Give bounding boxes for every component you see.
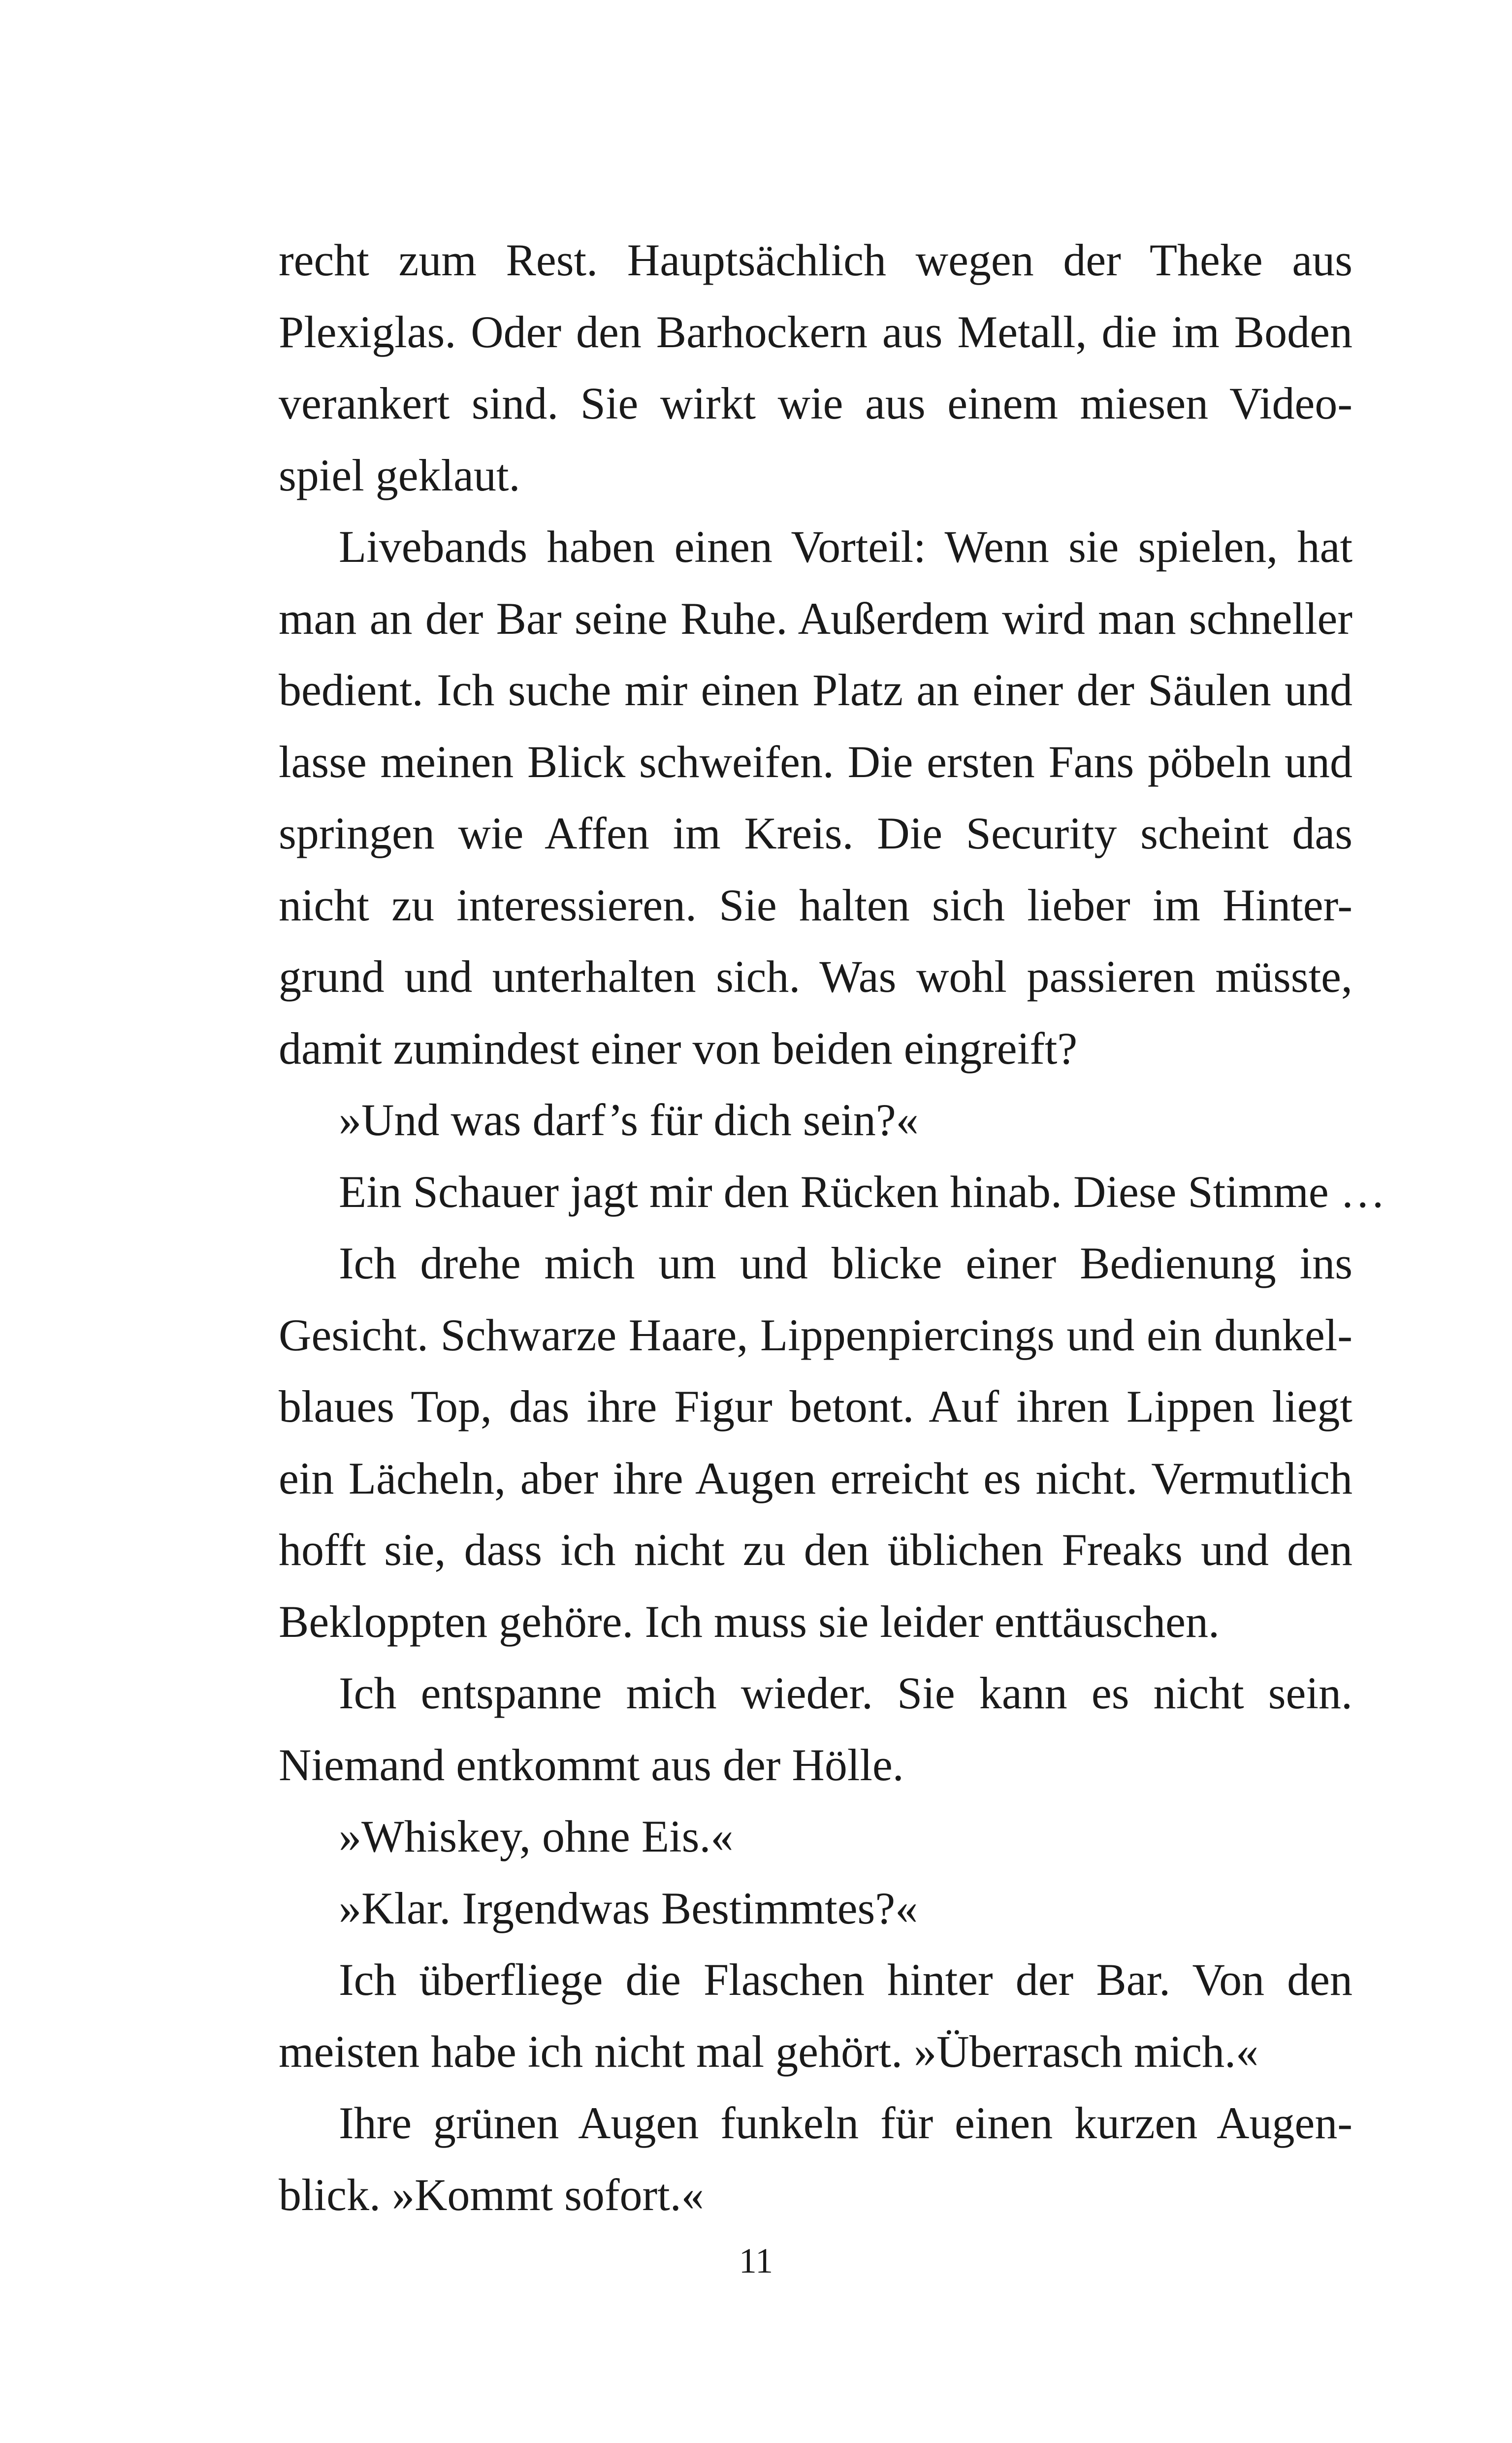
text-line: »Klar. Irgendwas Bestimmtes?« <box>339 1883 918 1933</box>
text-line: Plexiglas. Oder den Barhockern aus Metall, die im Boden <box>279 306 1352 357</box>
text-line: blaues Top, das ihre Figur betont. Auf ihren Lippen liegt <box>279 1381 1352 1432</box>
text-line: Ein Schauer jagt mir den Rücken hinab. Diese Stimme … <box>339 1166 1385 1217</box>
text-line: verankert sind. Sie wirkt wie aus einem miesen Video- <box>279 378 1352 428</box>
text-line: Ich drehe mich um und blicke einer Bedienung ins <box>339 1238 1352 1288</box>
text-line: blick. »Kommt sofort.« <box>279 2169 704 2220</box>
text-line: »Und was darf’s für dich sein?« <box>339 1095 919 1145</box>
text-line: ein Lächeln, aber ihre Augen erreicht es nicht. Vermutlich <box>279 1453 1352 1503</box>
text-line: lasse meinen Blick schweifen. Die ersten Fans pöbeln und <box>279 736 1352 787</box>
page-number: 11 <box>739 2241 773 2280</box>
text-line: grund und unterhalten sich. Was wohl passieren müsste, <box>279 951 1352 1002</box>
text-line: Ich überfliege die Flaschen hinter der Bar. Von den <box>339 1954 1352 2005</box>
text-line: Bekloppten gehöre. Ich muss sie leider enttäuschen. <box>279 1596 1220 1647</box>
text-line: Ihre grünen Augen funkeln für einen kurzen Augen- <box>339 2098 1352 2148</box>
text-line: hofft sie, dass ich nicht zu den üblichen Freaks und den <box>279 1525 1352 1575</box>
body-text <box>279 225 1385 2231</box>
text-line: nicht zu interessieren. Sie halten sich lieber im Hinter- <box>279 879 1352 930</box>
text-line: man an der Bar seine Ruhe. Außerdem wird man schneller <box>279 593 1352 644</box>
text-line: Livebands haben einen Vorteil: Wenn sie spielen, hat <box>339 521 1352 572</box>
text-line: Gesicht. Schwarze Haare, Lippenpiercings und ein dunkel- <box>279 1309 1352 1360</box>
text-line: recht zum Rest. Hauptsächlich wegen der Theke aus <box>279 235 1352 285</box>
text-line: springen wie Affen im Kreis. Die Security scheint das <box>279 808 1352 858</box>
text-line: meisten habe ich nicht mal gehört. »Überrasch mich.« <box>279 2026 1259 2077</box>
text-line: »Whiskey, ohne Eis.« <box>339 1811 734 1861</box>
text-line: Ich entspanne mich wieder. Sie kann es nicht sein. <box>339 1668 1352 1718</box>
text-line: bedient. Ich suche mir einen Platz an einer der Säulen und <box>279 665 1352 715</box>
text-line: spiel geklaut. <box>279 450 520 500</box>
text-line: Niemand entkommt aus der Hölle. <box>279 1739 904 1790</box>
text-line: damit zumindest einer von beiden eingreift? <box>279 1023 1078 1074</box>
